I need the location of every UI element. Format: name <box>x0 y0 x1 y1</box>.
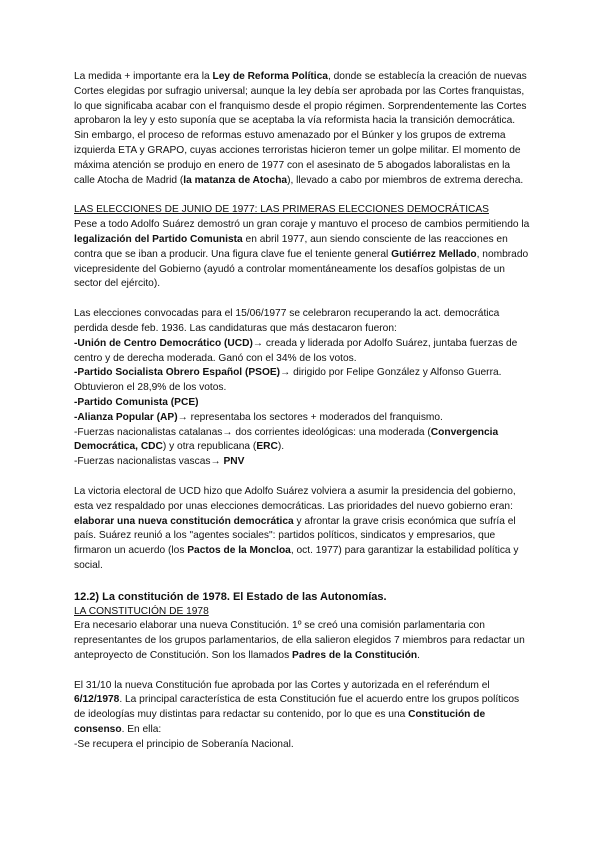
bold-term: Constitución de consenso <box>74 709 486 736</box>
party-catalanas <box>74 426 530 456</box>
text: en abril 1977, aun siendo consciente de las reacciones en contra que se iban a producir. Una figura clave fue el teniente general <box>74 233 508 260</box>
text: , donde se establecía la creación de nuevas Cortes elegidas por sufragio universal; aunque la ley debía ser aprobada por las Cortes franquistas, lo que significaba acabar con el franquismo desde el propio régimen. Sorprendentemente las Cortes aprobaron la ley y esto suponía que se aceptaba la vía reformista hacia la transición democrática. Sin embargo, el proceso de reformas estuvo amenazado por el Búnker y los grupos de extrema izquierda ETA y GRAPO, cuyas acciones terroristas hicieron temer un golpe militar. El momento de máxima atención se produjo en enero de 1977 con el asesinato de 5 abogados laboralistas en la calle Atocha de Madrid ( <box>74 71 527 186</box>
text: → representaba los sectores + moderados del franquismo. <box>177 411 443 423</box>
bold-term: la matanza de Atocha <box>183 174 288 186</box>
bold-term: -Alianza Popular (AP) <box>74 411 178 423</box>
text: , nombrado vicepresidente del Gobierno (ayudó a controlar momentáneamente los desafíos golpistas de un sector del ejército). <box>74 248 529 290</box>
heading-constitucion-1978: LA CONSTITUCIÓN DE 1978 <box>74 605 209 617</box>
text: Pese a todo Adolfo Suárez demostró un gran coraje y mantuvo el proceso de cambios permitiendo la <box>74 219 530 231</box>
text: ) y otra republicana ( <box>162 441 257 453</box>
text: → dirigido por Felipe González y Alfonso Guerra. Obtuvieron el 28,9% de los votos. <box>74 367 502 394</box>
paragraph-referendum <box>74 679 530 738</box>
party-pce <box>74 396 530 411</box>
bold-term: legalización del Partido Comunista <box>74 233 243 245</box>
text: ). <box>277 441 285 453</box>
bold-term: Gutiérrez Mellado <box>391 248 477 260</box>
text: . La principal característica de esta Constitución fue el acuerdo entre los grupos políticos de ideologías muy distintas para redactar su contenido, por lo que es una <box>74 694 520 721</box>
bold-term: 6/12/1978 <box>74 694 120 706</box>
text: Era necesario elaborar una nueva Constitución. 1º se creó una comisión parlamentaria con representantes de los grupos parlamentarios, de ella salieron elegidos 7 miembros para redactar un anteproyecto de Constitución. Son los llamados <box>74 620 525 661</box>
heading-elecciones-1977: LAS ELECCIONES DE JUNIO DE 1977: LAS PRIMERAS ELECCIONES DEMOCRÁTICAS <box>74 204 489 216</box>
bold-term: Padres de la Constitución <box>292 649 418 661</box>
section-heading: 12.2) La constitución de 1978. El Estado de las Autonomías. <box>74 590 387 603</box>
party-psoe <box>74 366 530 396</box>
text: -Fuerzas nacionalistas vascas→ <box>74 456 224 468</box>
text: . <box>417 649 420 661</box>
paragraph-victoria-ucd <box>74 485 530 574</box>
text: -Fuerzas nacionalistas catalanas→ dos corrientes ideológicas: una moderada ( <box>74 426 431 438</box>
text: y afrontar la grave crisis económica que sufría el país. Suárez reunió a los "agentes sociales": partidos políticos, sindicatos y empresarios, que firmaron un acuerdo (los <box>74 515 516 557</box>
paragraph-padres-constitucion <box>74 619 530 663</box>
paragraph-elecciones-convocadas: Las elecciones convocadas para el 15/06/1977 se celebraron recuperando la act. democrática perdida desde feb. 1936. Las candidaturas que más destacaron fueron: <box>74 308 500 334</box>
bold-term: ERC <box>256 441 278 453</box>
document-body <box>74 70 530 753</box>
bold-term: -Partido Comunista (PCE) <box>74 396 199 408</box>
bold-term: -Unión de Centro Democrático (UCD) <box>74 337 253 349</box>
paragraph-ley-reforma <box>74 70 530 188</box>
bold-term: Convergencia Democrática, CDC <box>74 426 499 453</box>
text: , oct. 1977) para garantizar la estabilidad política y social. <box>74 545 519 571</box>
bold-term: Ley de Reforma Política <box>212 71 328 82</box>
text: El 31/10 la nueva Constitución fue aprobada por las Cortes y autorizada en el referéndum el <box>74 679 490 691</box>
bold-term: Pactos de la Moncloa <box>187 545 291 557</box>
bold-term: PNV <box>223 456 245 468</box>
text: . En ella: <box>121 724 162 736</box>
text: ), llevado a cabo por miembros de extrema derecha. <box>287 174 524 186</box>
text: → creada y liderada por Adolfo Suárez, juntaba fuerzas de centro y de derecha moderada. Ganó con el 34% de los votos. <box>74 337 518 364</box>
text: La medida + importante era la <box>74 71 213 82</box>
paragraph-partido-comunista <box>74 218 530 292</box>
party-ap <box>74 411 530 426</box>
bold-term: -Partido Socialista Obrero Español (PSOE) <box>74 367 281 379</box>
bold-term: elaborar una nueva constitución democrática <box>74 515 294 527</box>
party-vascas <box>74 455 530 470</box>
party-ucd <box>74 337 530 367</box>
text: La victoria electoral de UCD hizo que Adolfo Suárez volviera a asumir la presidencia del gobierno, esta vez respaldado por unas elecciones democráticas. Las prioridades del nuevo gobierno eran: <box>74 485 516 512</box>
list-item-soberania: -Se recupera el principio de Soberanía Nacional. <box>74 738 294 750</box>
